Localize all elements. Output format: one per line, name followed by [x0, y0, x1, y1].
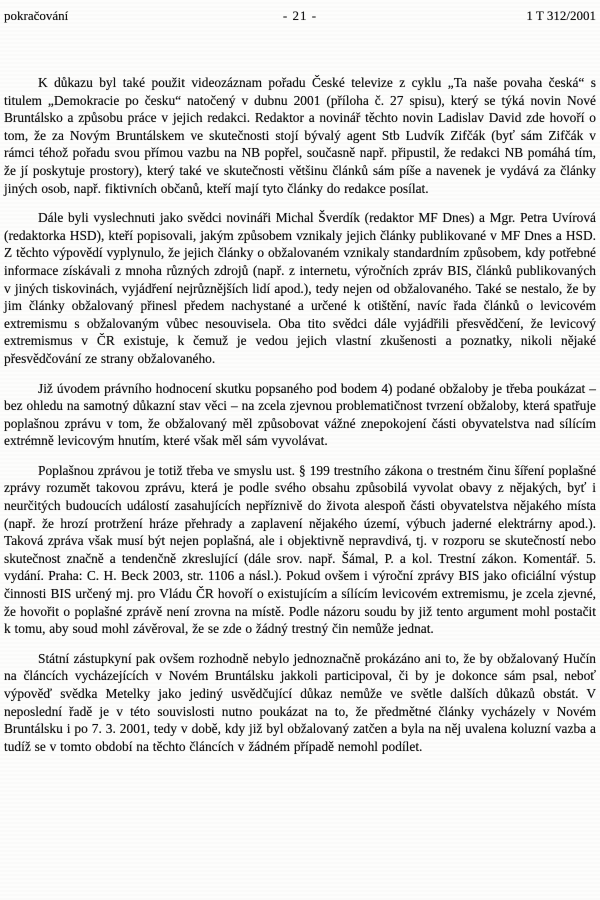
paragraph-prosecutor-conclusion: Státní zástupkyní pak ovšem rozhodně nebylo jednoznačně prokázáno ani to, že by obžalovaný Hučín na článcích vycházejících v Novém Bruntálsku jakkoli participoval, či by je dokonce sám psal, neboť výpověď svědka Metelky jako jediný usvědčující důkaz nemůže ve světle dalších důkazů obstát. V neposlední řadě je v této souvislosti nutno poukázat na to, že předmětné články vycházely v Novém Bruntálsku i po 7. 3. 2001, tedy v době, kdy již byl obžalovaný zatčen a byla na něj uvalena koluzní vazba a tudíž se v tomto období na těchto článcích v žádném případě nemohl podílet. [4, 650, 596, 754]
paragraph-alarm-report-definition: Poplašnou zprávou je totiž třeba ve smyslu ust. § 199 trestního zákona o trestném činu šíření poplašné zprávy rozumět takovou zprávu, která je podle svého obsahu způsobilá vyvolat obavy z nějakých, byť i neurčitých budoucích událostí zasahujících nepříznivě do života alespoň části obyvatelstva nějakého místa (např. že hrozí protržení hráze přehrady a zaplavení nějakého území, výbuch jaderné elektrárny apod.). Taková zpráva však musí být nejen poplašná, ale i objektivně nepravdivá, tj. v rozporu se skutečností nebo skutečnost značně a tendenčně zkreslující (dále srov. např. Šámal, P. a kol. Trestní zákon. Komentář. 5. vydání. Praha: C. H. Beck 2003, str. 1106 a násl.). Pokud ovšem i výroční zprávy BIS jako oficiální výstup činnosti BIS určený mj. pro Vládu ČR hovoří o existujícím a sílícím levicovém extremismu, je zcela zjevné, že hovořit o poplašné zprávě není zrovna na místě. Podle názoru soudu by již tento argument mohl postačit k tomu, aby soud mohl závěroval, že se zde o žádný trestný čin nemůže jednat. [4, 462, 596, 637]
document-body [4, 74, 596, 755]
page-number: - 21 - [282, 8, 318, 23]
continuation-label: pokračování [4, 8, 69, 23]
paragraph-legal-assessment-intro: Již úvodem právního hodnocení skutku popsaného pod bodem 4) podané obžaloby je třeba poukázat – bez ohledu na samotný důkazní stav věci – na zcela zjevnou problematičnost tvrzení obžaloby, která spatřuje poplašnou zprávu v tom, že obžalovaný měl způsobovat vážné znepokojení části obyvatelstva nad sílícím extrémně levicovým hnutím, které však měl sám vyvolávat. [4, 380, 596, 449]
paragraph-witnesses-journalists: Dále byli vyslechnuti jako svědci novináři Michal Šverdík (redaktor MF Dnes) a Mgr. Petra Uvírová (redaktorka HSD), kteří popisovali, jakým způsobem vznikaly jejich články publikované v MF Dnes a HSD. Z těchto výpovědí vyplynulo, že jejich články o obžalovaném vznikaly standardním způsobem, kdy potřebné informace získávali z mnoha různých zdrojů (např. z internetu, výročních zpráv BIS, článků publikovaných v jiných tiskovinách, vyjádření nejrůznějších lidí apod.), tedy nejen od obžalovaného. Také se nestalo, že by jim články obžalovaný přinesl předem nachystané a určené k otištění, navíc řada článků o levicovém extremismu s obžalovaným vůbec nesouvisela. Oba tito svědci dále vyjádřili přesvědčení, že levicový extremismus v ČR existuje, k čemuž je vedou jejich vlastní zkušenosti a poznatky, nikoli nějaké přesvědčování ze strany obžalovaného. [4, 210, 596, 366]
case-number: 1 T 312/2001 [526, 8, 597, 23]
paragraph-evidence-video: K důkazu byl také použit videozáznam pořadu České televize z cyklu „Ta naše povaha česká“ s titulem „Demokracie po česku“ natočený v dubnu 2001 (příloha č. 27 spisu), který se týká novin Nové Bruntálsko a způsobu práce v jejich redakci. Redaktor a novinář těchto novin Ladislav David zde hovoří o tom, že za Novým Bruntálskem ve skutečnosti stojí bývalý agent Stb Ludvík Zifčák (byť sám Zifčák v rámci téhož pořadu svou přímou vazbu na NB popřel, současně např. připustil, že redakci NB pomáhá tím, že jí poskytuje prostory), který také ve skutečnosti většinu článků sám píše a navenek je vydává za články jiných osob, např. fiktivních občanů, kteří mají tyto články do redakce posílat. [4, 75, 596, 196]
page-header [4, 8, 596, 24]
